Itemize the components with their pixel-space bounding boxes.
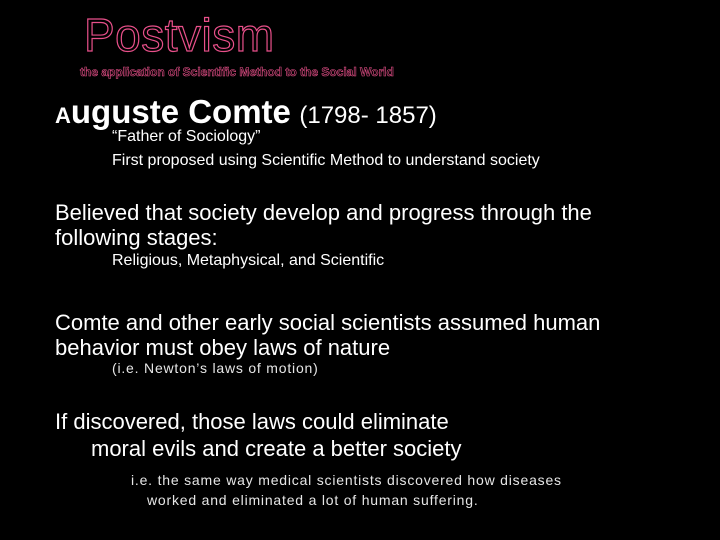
name-rest: uguste Comte bbox=[70, 93, 291, 130]
sub-item bbox=[112, 152, 540, 170]
point-line: Believed that society develop and progress through the bbox=[55, 200, 592, 225]
name-initial: A bbox=[55, 103, 71, 128]
sub-item bbox=[112, 128, 261, 146]
point-line: moral evils and create a better society bbox=[91, 436, 462, 461]
name-dates: (1798- 1857) bbox=[299, 102, 437, 129]
sub-item-text: (i.e. Newton’s laws of motion) bbox=[112, 360, 319, 376]
point-line: If discovered, those laws could eliminate bbox=[55, 409, 449, 434]
point-line: Comte and other early social scientists assumed human bbox=[55, 310, 601, 335]
point-line: following stages: bbox=[55, 225, 218, 250]
note-line: i.e. the same way medical scientists discovered how diseases bbox=[131, 472, 562, 488]
sub-item-text: Religious, Metaphysical, and Scientific bbox=[112, 252, 385, 269]
sub-item-text: First proposed using Scientific Method to understand society bbox=[112, 152, 540, 169]
slide-subtitle: the application of Scientific Method to the Social World bbox=[80, 65, 394, 79]
sub-item bbox=[112, 360, 319, 378]
note-line: worked and eliminated a lot of human suffering. bbox=[147, 492, 479, 508]
slide-title: Postvism bbox=[84, 9, 275, 61]
sub-item-text: “Father of Sociology” bbox=[112, 128, 261, 145]
point-line: behavior must obey laws of nature bbox=[55, 335, 391, 360]
sub-item bbox=[112, 252, 384, 270]
